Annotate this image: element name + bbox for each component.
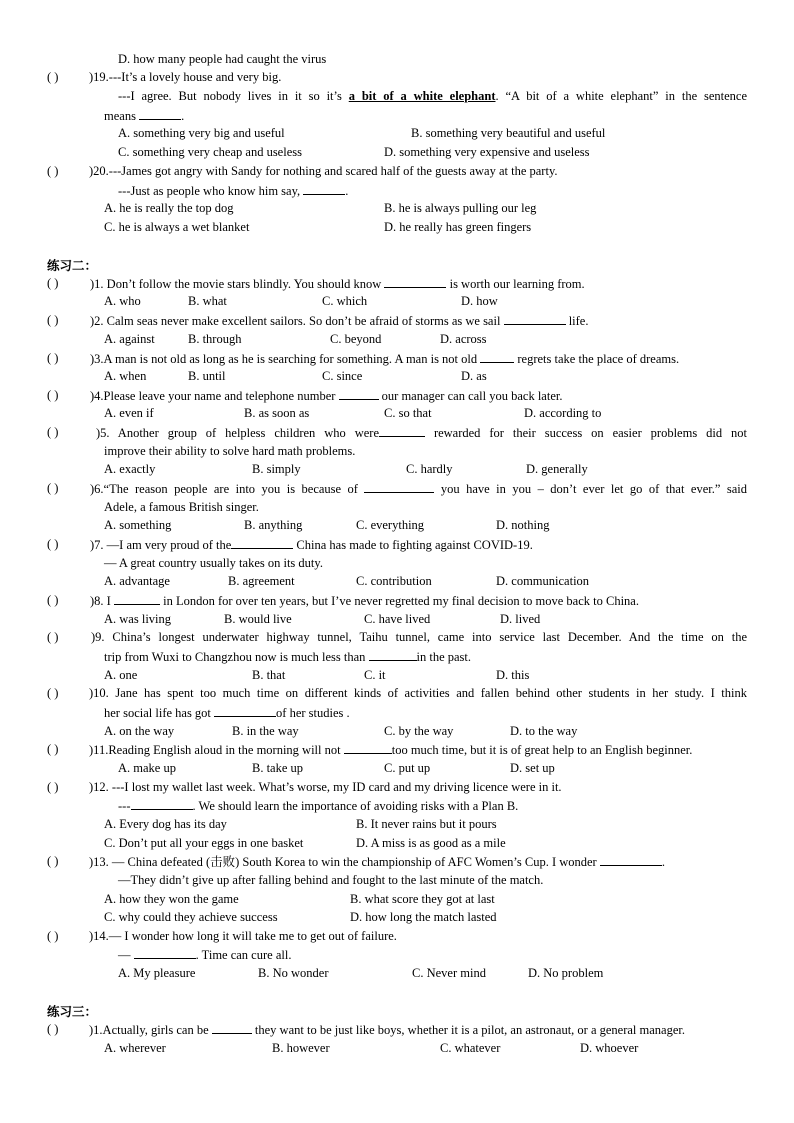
question-9-line2 (104, 649, 471, 665)
question-12 (89, 780, 562, 795)
option-d: D. something very expensive and useless (384, 145, 590, 159)
answer-blank[interactable] (379, 425, 425, 437)
answer-bracket[interactable]: ( ) (47, 425, 59, 439)
question-text: “The reason people are into you is because of (103, 482, 358, 496)
option-d: D. he really has green fingers (384, 220, 532, 234)
question-text: in London for over ten years, but I’ve never regretted my final decision to move back to China. (163, 594, 639, 608)
option-b: B. however (272, 1041, 330, 1055)
answer-bracket[interactable]: ( ) (47, 481, 59, 495)
underlined-phrase: a bit of a white elephant (348, 89, 496, 103)
question-text: regrets take the place of dreams. (517, 352, 680, 366)
option-c: C. why could they achieve success (104, 910, 278, 924)
option-a: A. against (104, 332, 155, 346)
question-text: our manager can call you back later. (381, 389, 563, 403)
answer-bracket[interactable]: ( ) (47, 854, 59, 868)
text: . “A bit of a white elephant” in the sentence (495, 89, 748, 103)
text: her social life has got (104, 706, 211, 720)
option-d: D. nothing (496, 518, 550, 532)
question-text: you have in you – don’t ever let go of that ever.” said (440, 482, 748, 496)
text: of her studies . (276, 706, 350, 720)
question-text: life. (568, 314, 589, 328)
option-b: B. anything (244, 518, 303, 532)
question-text: — China defeated (击败) South Korea to win the championship of AFC Women’s Cup. I wonder (111, 855, 597, 869)
question-19 (89, 70, 281, 85)
text: ---Just as people who know him say, (118, 184, 301, 198)
question-number: )13. (89, 855, 109, 869)
question-10 (89, 686, 747, 701)
option-b: B. simply (252, 462, 301, 476)
answer-bracket[interactable]: ( ) (47, 313, 59, 327)
option-d: D. whoever (580, 1041, 639, 1055)
answer-blank[interactable] (344, 742, 392, 754)
option-a: A. even if (104, 406, 154, 420)
question-1 (90, 276, 585, 292)
option-c: C. hardly (406, 462, 453, 476)
option-a: A. was living (104, 612, 172, 626)
option-c: C. put up (384, 761, 431, 775)
question-text: Don’t follow the movie stars blindly. You should know (106, 277, 382, 291)
question-7-line2: — A great country usually takes on its duty. (104, 556, 323, 570)
option-b: B. something very beautiful and useful (411, 126, 606, 140)
option-c: C. since (322, 369, 363, 383)
question-20 (89, 164, 558, 179)
text: trip from Wuxi to Changzhou now is much less than (104, 650, 366, 664)
text: means (104, 109, 136, 123)
option-b: B. what score they got at last (350, 892, 495, 906)
question-number: )5. (96, 426, 110, 440)
question-text: rewarded for their success on easier problems did not (433, 426, 748, 440)
option-c: C. Never mind (412, 966, 486, 980)
question-text: Please leave your name and telephone number (103, 389, 336, 403)
option-d: D. how (461, 294, 498, 308)
question-19-line3: means . (104, 109, 185, 123)
question-number: )2. (90, 314, 104, 328)
question-number: )1. (90, 277, 104, 291)
question-text: A man is not old as long as he is searching for something. A man is not old (103, 352, 478, 366)
option-a: A. on the way (104, 724, 175, 738)
option-a: A. wherever (104, 1041, 166, 1055)
answer-blank[interactable] (369, 649, 417, 661)
question-7 (90, 537, 533, 553)
question-text: . (661, 855, 665, 869)
answer-blank[interactable] (131, 798, 193, 810)
question-text: China has made to fighting against COVID-19. (296, 538, 533, 552)
question-number: )9. (91, 630, 105, 644)
answer-bracket[interactable]: ( ) (47, 164, 59, 178)
option-b: B. he is always pulling our leg (384, 201, 537, 215)
option-c: C. it (364, 668, 386, 682)
option-d: D. No problem (528, 966, 604, 980)
answer-blank[interactable] (339, 388, 379, 400)
question-9 (91, 630, 747, 645)
question-number: )10. (89, 686, 109, 700)
answer-bracket[interactable]: ( ) (47, 537, 59, 551)
question-text: ---James got angry with Sandy for nothing and scared half of the guests away at the party. (108, 164, 558, 178)
option-d: D. how long the match lasted (350, 910, 497, 924)
question-6 (90, 481, 747, 497)
option-a: A. Every dog has its day (104, 817, 227, 831)
option-b: B. in the way (232, 724, 299, 738)
answer-blank[interactable] (134, 947, 196, 959)
question-10-line2 (104, 705, 350, 721)
option-d: D. communication (496, 574, 590, 588)
section-heading-2: 练习二： (47, 258, 98, 273)
question-text: China’s longest underwater highway tunnel, Taihu tunnel, came into service last December. And the time on the (112, 630, 748, 644)
answer-bracket[interactable]: ( ) (47, 1022, 59, 1036)
text: . Time can cure all. (195, 948, 292, 962)
question-14 (89, 929, 397, 944)
question-text: Actually, girls can be (102, 1023, 209, 1037)
question-1 (89, 1022, 685, 1038)
answer-blank[interactable] (212, 1022, 252, 1034)
question-6-line2: Adele, a famous British singer. (104, 500, 259, 514)
answer-bracket[interactable]: ( ) (47, 929, 59, 943)
option-b: B. as soon as (244, 406, 310, 420)
option-b: B. No wonder (258, 966, 329, 980)
answer-blank[interactable] (600, 854, 662, 866)
option-c: C. beyond (330, 332, 382, 346)
option-b: B. agreement (228, 574, 295, 588)
answer-blank[interactable] (364, 481, 434, 493)
option-b: B. It never rains but it pours (356, 817, 497, 831)
option-a: A. who (104, 294, 141, 308)
option-a: A. something very big and useful (118, 126, 285, 140)
question-number: )14. (89, 929, 109, 943)
option-a: A. My pleasure (118, 966, 196, 980)
option-b: B. through (188, 332, 242, 346)
text: . We should learn the importance of avoiding risks with a Plan B. (192, 799, 519, 813)
answer-blank[interactable] (303, 183, 345, 195)
question-number: )4. (90, 389, 104, 403)
option-d: D. as (461, 369, 487, 383)
option-a: A. make up (118, 761, 176, 775)
answer-bracket[interactable]: ( ) (47, 630, 59, 644)
question-text: they want to be just like boys, whether it is a pilot, an astronaut, or a general manager. (254, 1023, 685, 1037)
option-c: C. everything (356, 518, 425, 532)
option-b: B. until (188, 369, 226, 383)
question-text: ---I lost my wallet last week. What’s worse, my ID card and my driving licence were in it. (111, 780, 562, 794)
question-number: )1. (89, 1023, 103, 1037)
option-c: C. have lived (364, 612, 431, 626)
option-b: B. take up (252, 761, 304, 775)
option-a: A. advantage (104, 574, 170, 588)
question-text: ---It’s a lovely house and very big. (108, 70, 282, 84)
answer-bracket[interactable]: ( ) (47, 593, 59, 607)
option-c: C. which (322, 294, 368, 308)
question-12-line2 (118, 798, 518, 814)
text: --- (118, 799, 131, 813)
question-3 (90, 351, 679, 367)
question-number: )12. (89, 780, 109, 794)
answer-bracket[interactable]: ( ) (47, 70, 59, 84)
option-d: D. A miss is as good as a mile (356, 836, 506, 850)
question-number: )20. (89, 164, 109, 178)
option-b: B. that (252, 668, 286, 682)
answer-bracket[interactable]: ( ) (47, 742, 59, 756)
option-d: D. generally (526, 462, 588, 476)
option-c: C. so that (384, 406, 432, 420)
answer-bracket[interactable]: ( ) (47, 276, 59, 290)
question-number: )6. (90, 482, 104, 496)
answer-bracket[interactable]: ( ) (47, 388, 59, 402)
option-a: A. he is really the top dog (104, 201, 234, 215)
answer-blank[interactable] (504, 313, 566, 325)
question-text: Another group of helpless children who were (117, 426, 379, 440)
option-a: A. how they won the game (104, 892, 239, 906)
option-d: D. according to (524, 406, 602, 420)
answer-blank[interactable] (231, 537, 293, 549)
option-a: A. exactly (104, 462, 156, 476)
question-text: is worth our learning from. (449, 277, 585, 291)
answer-blank[interactable] (480, 351, 514, 363)
question-number: )8. (90, 594, 104, 608)
answer-blank[interactable] (384, 276, 446, 288)
option-b: B. would live (224, 612, 292, 626)
question-text: I (106, 594, 111, 608)
option-d: D. this (496, 668, 530, 682)
question-number: )19. (89, 70, 109, 84)
question-14-line2 (118, 947, 291, 963)
question-5-line2: improve their ability to solve hard math problems. (104, 444, 356, 458)
question-8 (90, 593, 639, 609)
question-text: too much time, but it is of great help to an English beginner. (391, 743, 693, 757)
text: — (118, 948, 131, 962)
answer-bracket[interactable]: ( ) (47, 780, 59, 794)
answer-bracket[interactable]: ( ) (47, 351, 59, 365)
option-a: A. something (104, 518, 172, 532)
question-19-line2 (118, 89, 747, 104)
option-c: C. by the way (384, 724, 454, 738)
option-c: C. whatever (440, 1041, 501, 1055)
answer-blank[interactable] (114, 593, 160, 605)
answer-blank[interactable] (214, 705, 276, 717)
text: ---I agree. But nobody lives in it so it’s (118, 89, 349, 103)
option-d: D. set up (510, 761, 555, 775)
answer-bracket[interactable]: ( ) (47, 686, 59, 700)
option-a: A. one (104, 668, 138, 682)
question-number: )7. (90, 538, 104, 552)
option-c: C. Don’t put all your eggs in one basket (104, 836, 304, 850)
option-d: D. to the way (510, 724, 578, 738)
question-text: Reading English aloud in the morning will not (108, 743, 341, 757)
question-13 (89, 854, 665, 870)
question-20-line2: ---Just as people who know him say, . (118, 184, 349, 198)
question-text: Calm seas never make excellent sailors. So don’t be afraid of storms as we sail (106, 314, 501, 328)
question-number: )11. (89, 743, 109, 757)
question-11 (89, 742, 692, 758)
option-c: C. he is always a wet blanket (104, 220, 250, 234)
question-text: —I am very proud of the (106, 538, 232, 552)
option-b: B. what (188, 294, 227, 308)
question-text: Jane has spent too much time on different kinds of activities and fallen behind other students in her study. I think (115, 686, 747, 700)
option-c: C. something very cheap and useless (118, 145, 302, 159)
option-c: C. contribution (356, 574, 432, 588)
option-d: D. how many people had caught the virus (118, 52, 327, 66)
question-13-line2: —They didn’t give up after falling behind and fought to the last minute of the match. (118, 873, 544, 887)
question-4 (90, 388, 562, 404)
question-number: )3. (90, 352, 104, 366)
question-2 (90, 313, 588, 329)
question-text: — I wonder how long it will take me to get out of failure. (108, 929, 397, 943)
option-d: D. across (440, 332, 487, 346)
question-5 (96, 425, 747, 441)
option-a: A. when (104, 369, 147, 383)
section-heading-3: 练习三： (47, 1004, 98, 1019)
answer-blank[interactable] (139, 108, 181, 120)
text: in the past. (416, 650, 472, 664)
option-d: D. lived (500, 612, 541, 626)
